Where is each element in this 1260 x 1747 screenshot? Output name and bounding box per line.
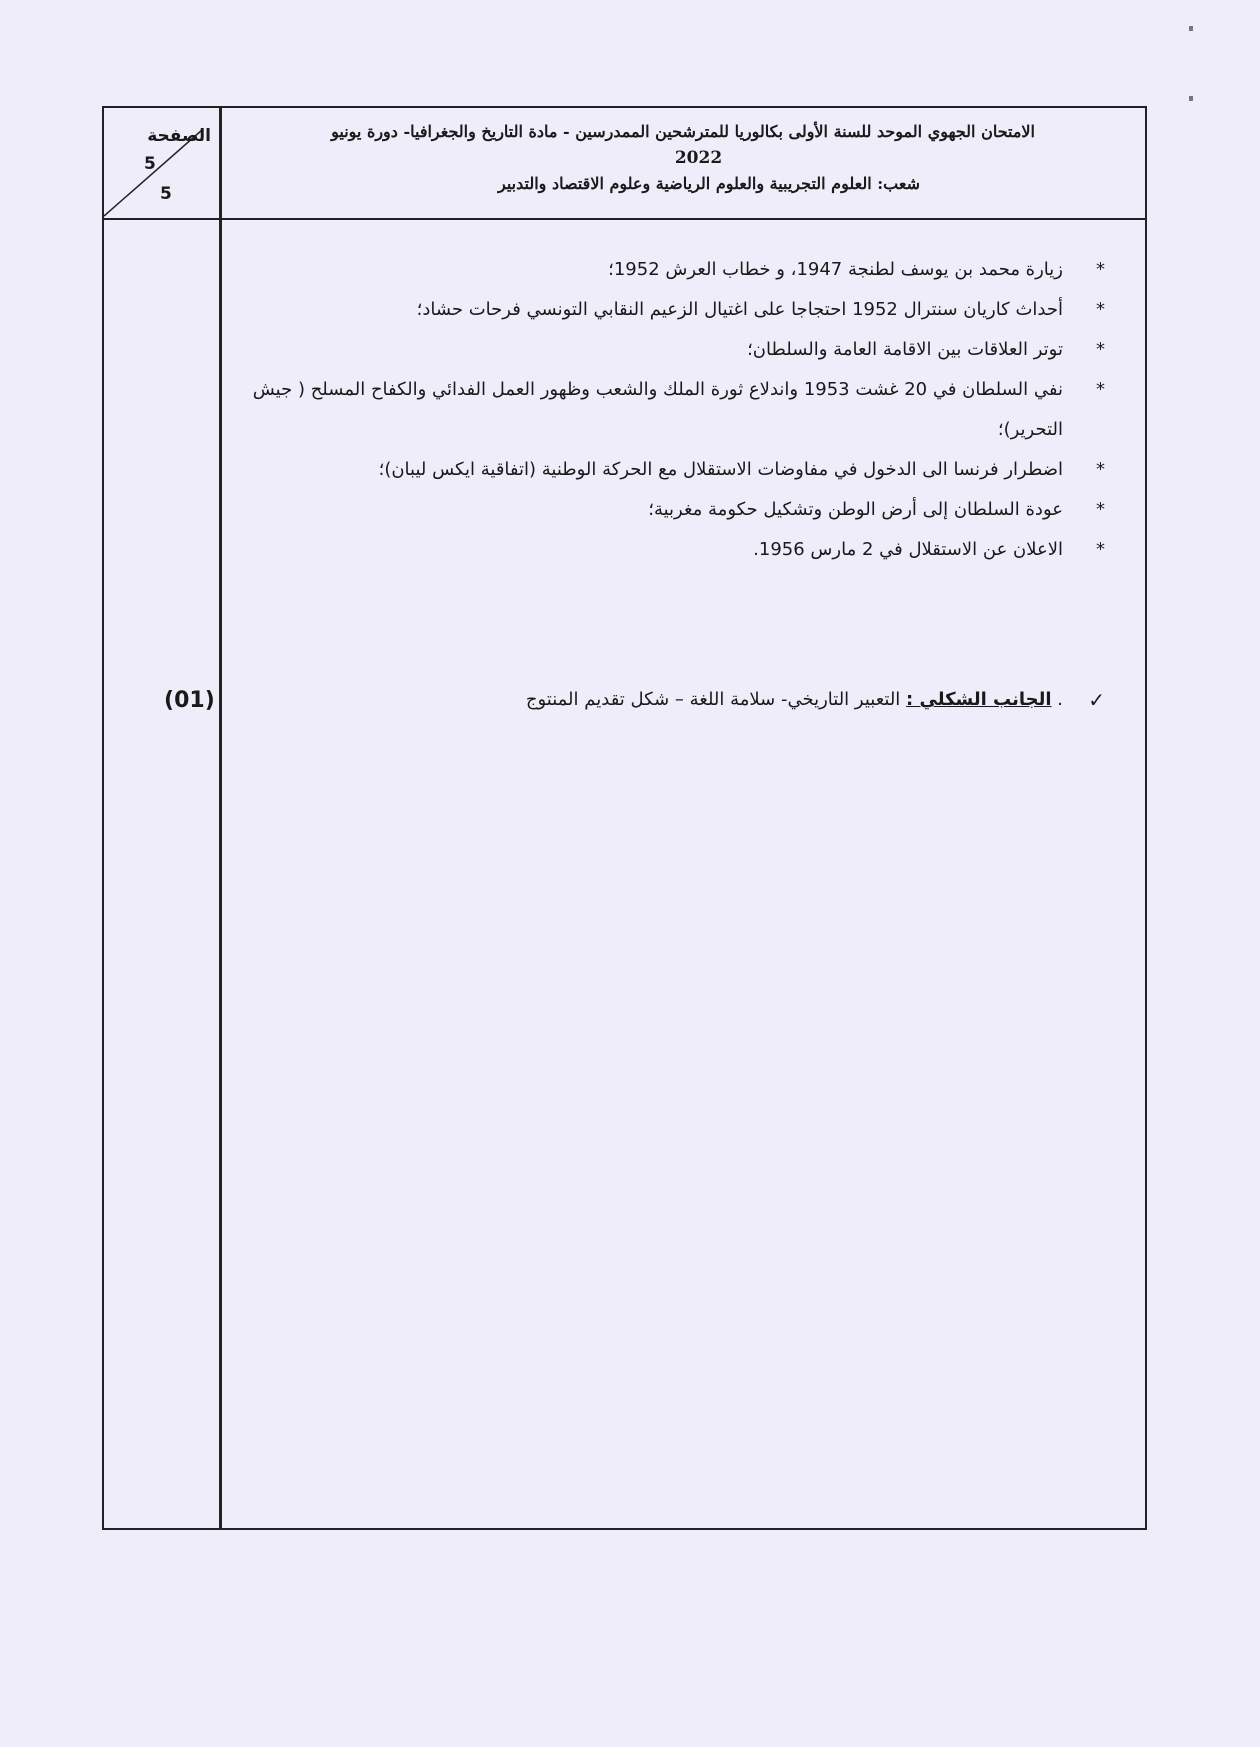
item-text: الاعلان عن الاستقلال في 2 مارس 1956. (753, 539, 1063, 560)
answer-sheet (102, 106, 1147, 1530)
formal-aspect-text: التعبير التاريخي- سلامة اللغة – شكل تقديم المنتوج (525, 689, 901, 710)
bullet-icon: * (1096, 539, 1105, 560)
item-text: نفي السلطان في 20 غشت 1953 واندلاع ثورة الملك والشعب وظهور العمل الفدائي والكفاح المسلح ( جيش التحرير)؛ (252, 379, 1063, 440)
list-item (242, 330, 1105, 370)
list-item (242, 370, 1105, 450)
exam-title: الامتحان الجهوي الموحد للسنة الأولى بكالوريا للمترشحين الممدرسين - مادة التاريخ والجغرافيا- دورة يونيو (331, 122, 1035, 141)
list-item (242, 250, 1105, 290)
score-column (104, 220, 222, 1528)
formal-aspect (242, 680, 1105, 720)
item-text: أحداث كاريان سنترال 1952 احتجاجا على اغتيال الزعيم النقابي التونسي فرحات حشاد؛ (416, 299, 1063, 320)
checkmark-icon: ✓ (1088, 688, 1105, 712)
page-label: الصفحة (147, 126, 211, 146)
exam-title-cell (222, 108, 1145, 218)
score-value: (01) (164, 688, 215, 713)
item-text: توتر العلاقات بين الاقامة العامة والسلطان؛ (747, 339, 1063, 360)
bullet-icon: * (1096, 299, 1105, 320)
list-item (242, 290, 1105, 330)
item-text: عودة السلطان إلى أرض الوطن وتشكيل حكومة مغربية؛ (648, 499, 1063, 520)
exam-header (104, 108, 1145, 220)
list-item (242, 530, 1105, 570)
exam-streams: شعب: العلوم التجريبية والعلوم الرياضية وعلوم الاقتصاد والتدبير (498, 174, 920, 193)
answer-list (242, 250, 1105, 570)
bullet-icon: * (1096, 459, 1105, 480)
bullet-icon: * (1096, 339, 1105, 360)
exam-year: 2022 (674, 148, 723, 168)
list-item (242, 450, 1105, 490)
formal-aspect-prefix: . (1057, 689, 1063, 710)
page-number: 5 (144, 154, 156, 174)
answer-body (222, 220, 1145, 1528)
bullet-icon: * (1096, 379, 1105, 400)
item-text: اضطرار فرنسا الى الدخول في مفاوضات الاستقلال مع الحركة الوطنية (اتفاقية ايكس ليبان)؛ (378, 459, 1063, 480)
bullet-icon: * (1096, 499, 1105, 520)
item-text: زيارة محمد بن يوسف لطنجة 1947، و خطاب العرش 1952؛ (608, 259, 1063, 280)
scan-mark (1189, 96, 1193, 101)
page-total: 5 (160, 184, 172, 204)
page-number-cell (104, 108, 222, 218)
formal-aspect-title: الجانب الشكلي : (906, 689, 1052, 710)
list-item (242, 490, 1105, 530)
scan-mark (1189, 26, 1193, 31)
bullet-icon: * (1096, 259, 1105, 280)
